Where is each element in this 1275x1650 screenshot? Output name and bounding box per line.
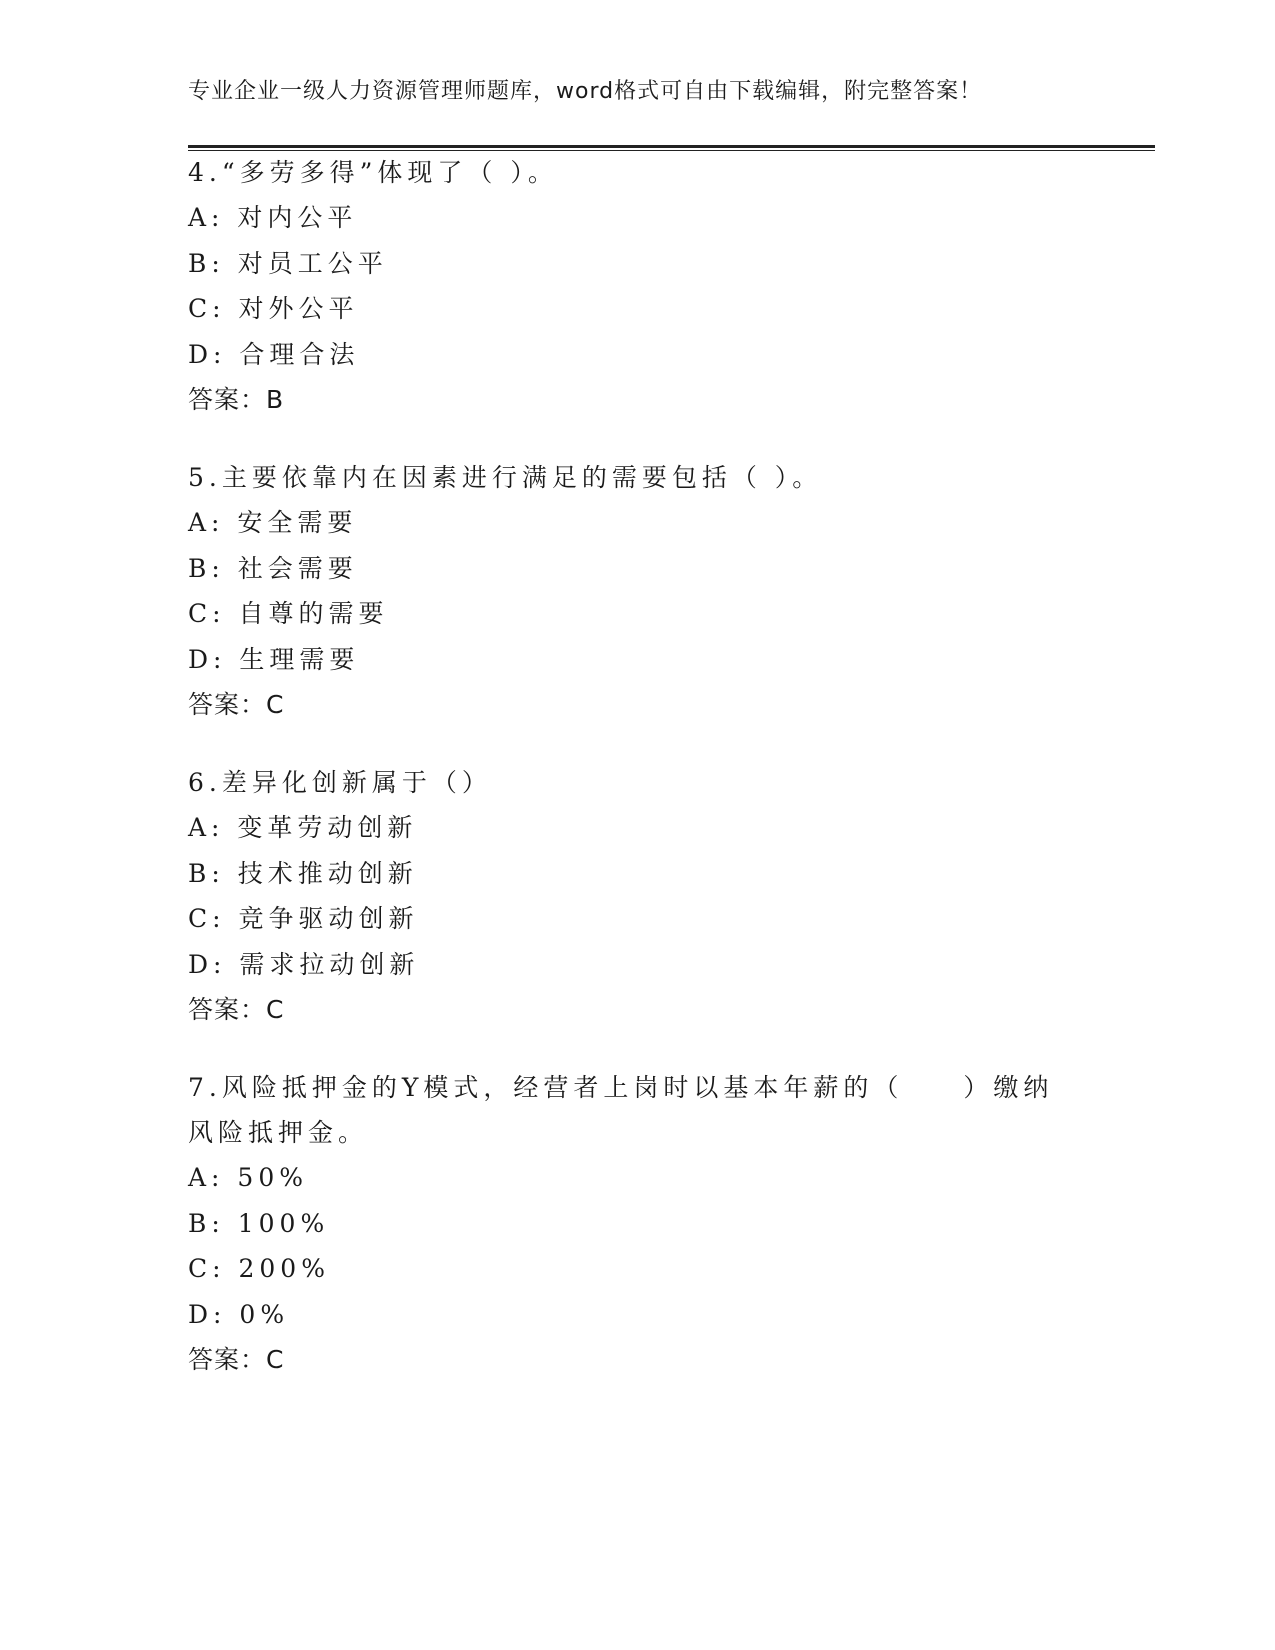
answer: 答案：C — [188, 995, 285, 1024]
page-header: 专业企业一级人力资源管理师题库，word格式可自由下载编辑，附完整答案！ — [188, 79, 983, 104]
question-text: 6.差异化创新属于（） — [188, 768, 492, 797]
option-a: A: 变革劳动创新 — [188, 813, 418, 842]
option-c: C: 对外公平 — [188, 294, 359, 323]
question-text: 7.风险抵押金的Y模式，经营者上岗时以基本年薪的（ ）缴纳风险抵押金。 — [188, 1073, 1054, 1147]
option-c: C: 竞争驱动创新 — [188, 904, 419, 933]
option-a: A: 50% — [188, 1163, 308, 1192]
option-b: B: 技术推动创新 — [188, 858, 418, 888]
option-a: A: 对内公平 — [188, 203, 358, 232]
option-d: D: 需求拉动创新 — [188, 949, 420, 979]
question-4 — [188, 150, 1088, 422]
question-5 — [188, 455, 1088, 727]
answer: 答案：B — [188, 385, 285, 414]
option-b: B: 100% — [188, 1208, 330, 1238]
header-divider — [188, 145, 1155, 148]
option-c: C: 自尊的需要 — [188, 599, 389, 628]
option-b: B: 社会需要 — [188, 553, 358, 583]
option-d: D: 生理需要 — [188, 644, 360, 674]
option-c: C: 200% — [188, 1254, 330, 1283]
option-a: A: 安全需要 — [188, 508, 358, 537]
question-7 — [188, 1065, 1068, 1382]
answer: 答案：C — [188, 690, 285, 719]
option-d: D: 0% — [188, 1299, 290, 1329]
option-b: B: 对员工公平 — [188, 248, 388, 278]
answer: 答案：C — [188, 1345, 285, 1374]
option-d: D: 合理合法 — [188, 339, 360, 369]
question-text: 4.“多劳多得”体现了（ ）。 — [188, 158, 558, 187]
question-text: 5.主要依靠内在因素进行满足的需要包括（ ）。 — [188, 463, 823, 492]
question-6 — [188, 760, 1088, 1032]
